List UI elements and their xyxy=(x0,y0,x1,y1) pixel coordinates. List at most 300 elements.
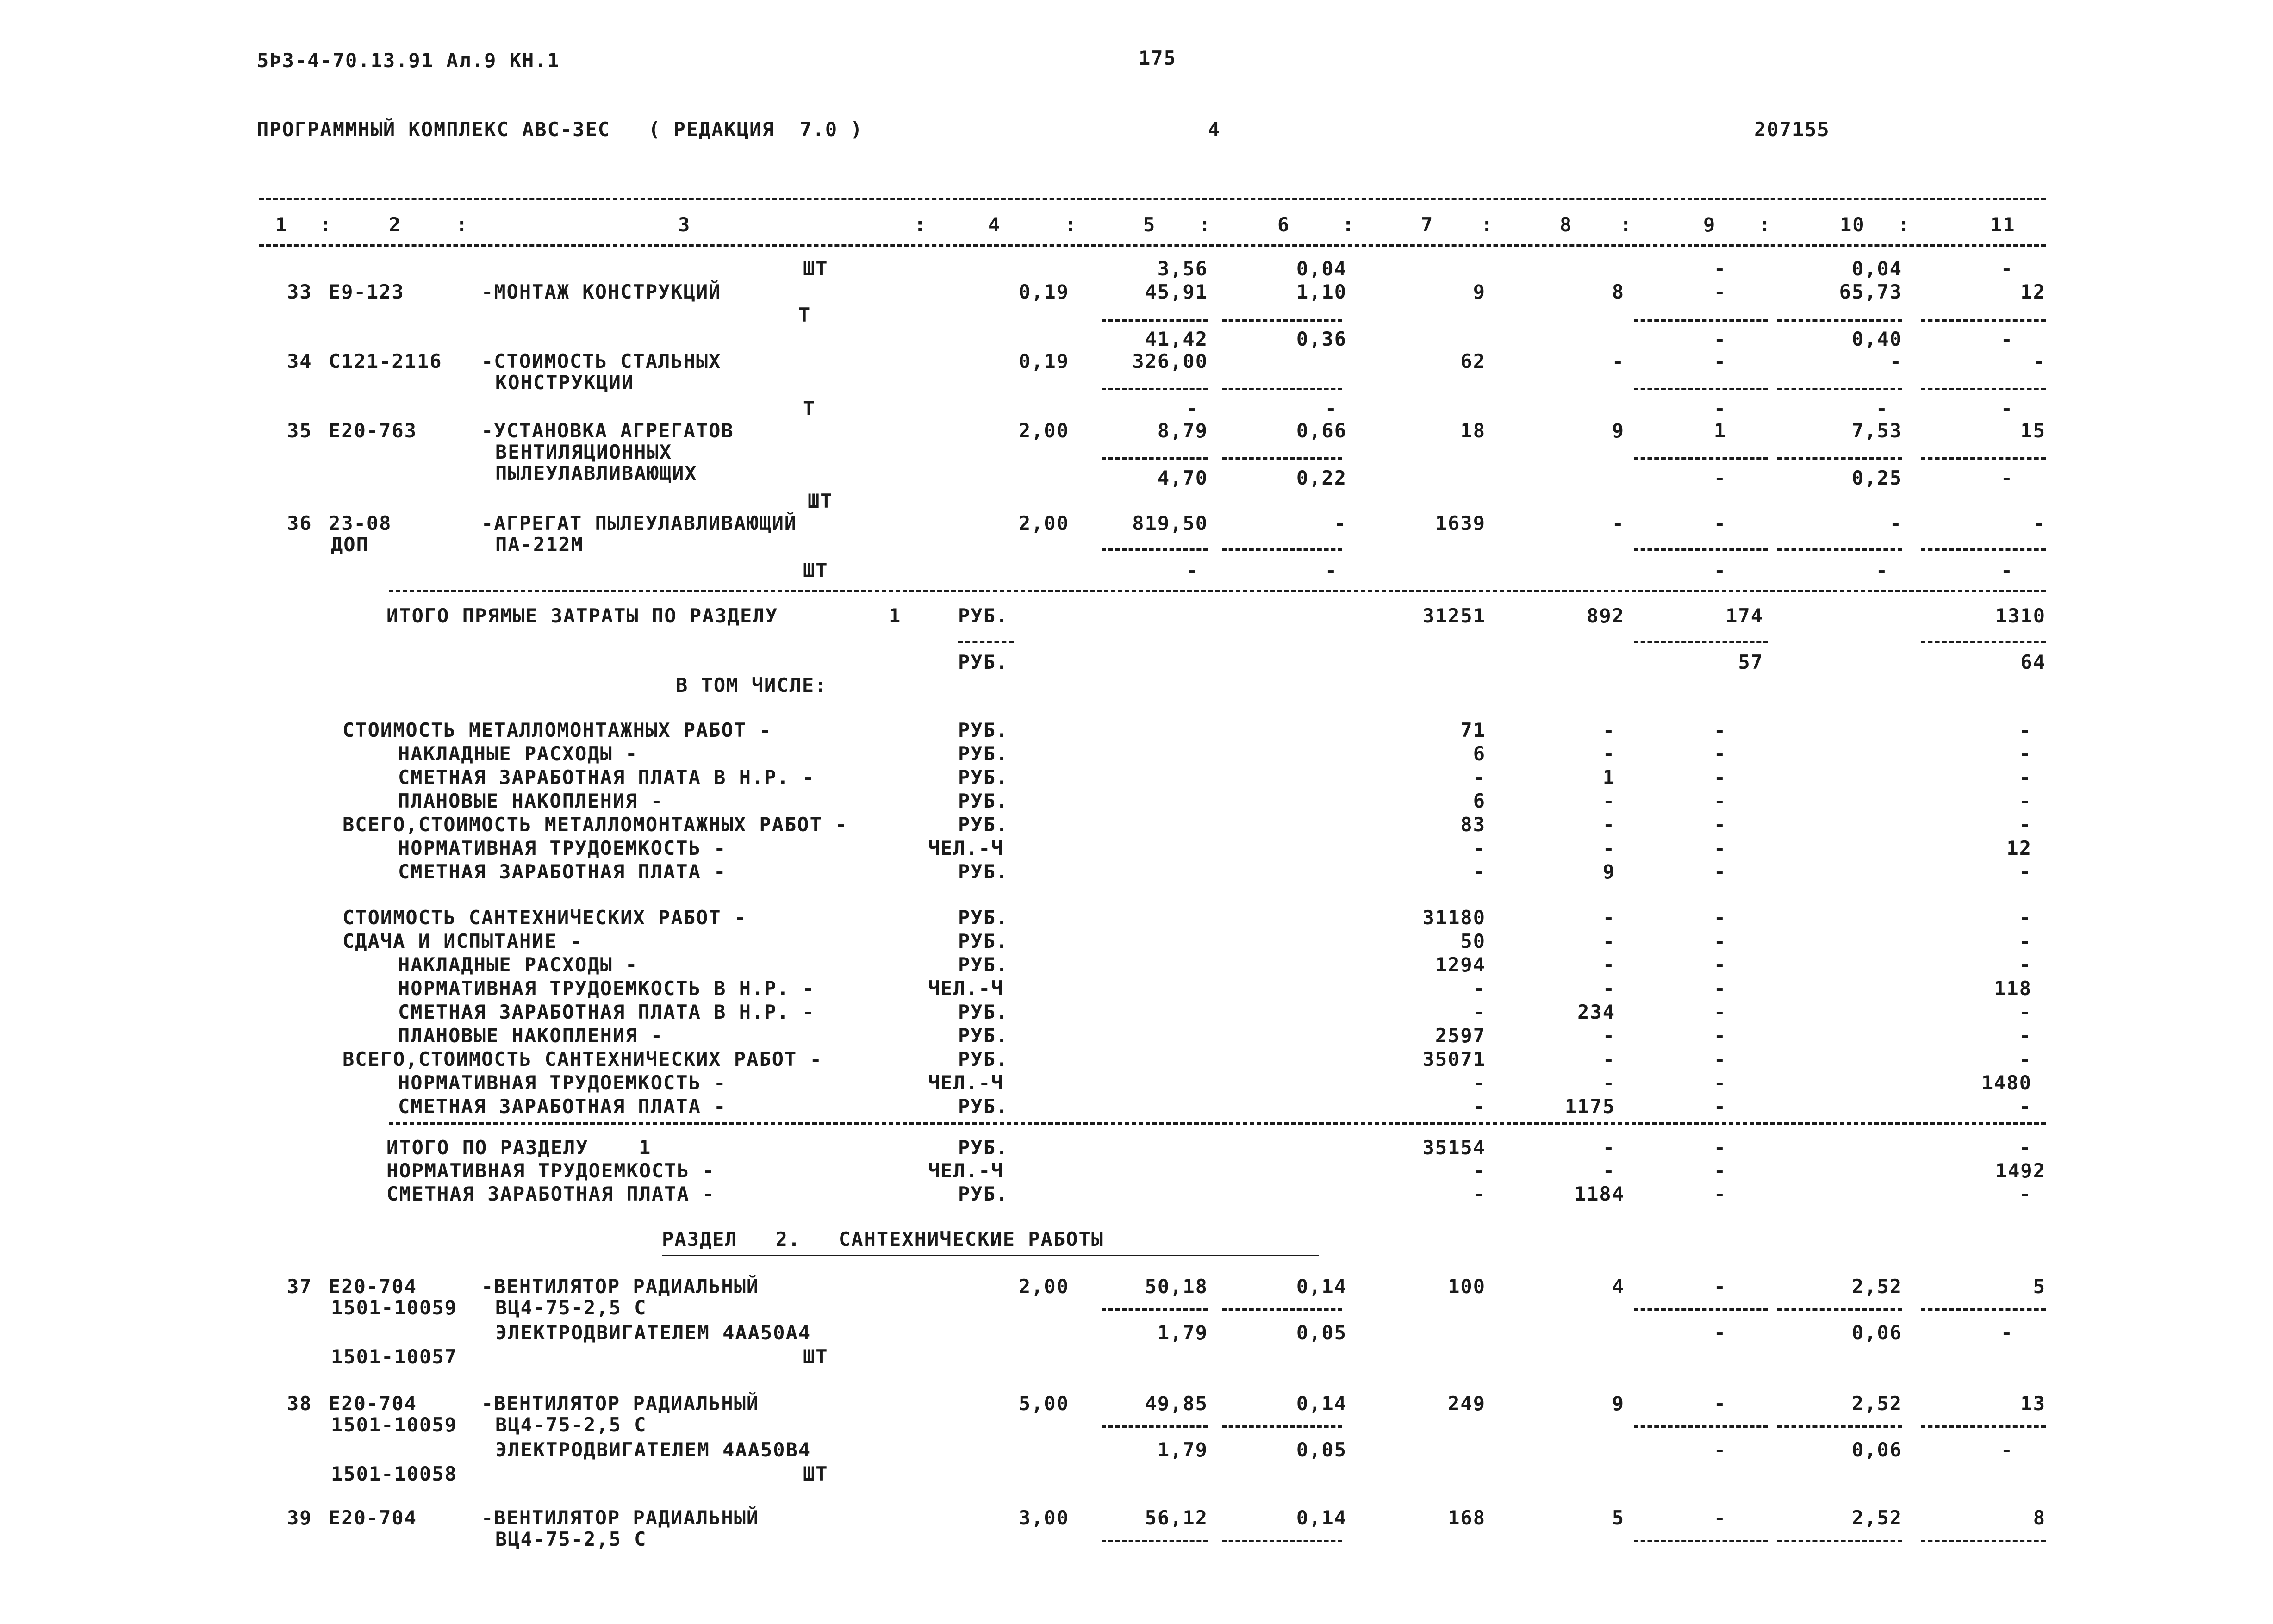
row-name: -ВЕНТИЛЯТОР РАДИАЛЬНЫЙ xyxy=(481,1506,760,1529)
cell-col9: 174 xyxy=(1725,604,1763,627)
sub-rule xyxy=(1634,319,1768,322)
cell-col8: - xyxy=(1602,953,1615,976)
cell-col10: - xyxy=(1875,397,1888,420)
cell-col8: - xyxy=(1602,1136,1615,1159)
row-number: 37 xyxy=(287,1275,312,1298)
section-rule xyxy=(389,590,2046,592)
unit: Т xyxy=(798,304,811,326)
cell-col4: 3,00 xyxy=(1018,1506,1069,1529)
cell-col9: - xyxy=(1713,1071,1726,1094)
cell-col10: 2,52 xyxy=(1851,1275,1902,1298)
summary-label: СТОИМОСТЬ САНТЕХНИЧЕСКИХ РАБОТ - xyxy=(343,906,747,929)
row-name: ВЦ4-75-2,5 С xyxy=(495,1528,647,1550)
cell-col11: 12 xyxy=(2020,280,2046,303)
column-separator: : xyxy=(1342,213,1355,236)
cell-col11: - xyxy=(2033,512,2046,535)
cell-col11: 13 xyxy=(2020,1392,2046,1415)
unit: ШТ xyxy=(803,559,828,582)
cell-col6: 0,22 xyxy=(1296,467,1347,489)
unit: ШТ xyxy=(803,257,828,280)
cell-col5: 4,70 xyxy=(1157,467,1208,489)
unit: РУБ. xyxy=(958,1048,1009,1070)
cell-col7: - xyxy=(1473,1095,1486,1118)
unit: РУБ. xyxy=(958,742,1009,765)
cell-col11: 12 xyxy=(2006,837,2032,859)
unit: ШТ xyxy=(808,490,833,512)
row-number: 34 xyxy=(287,350,312,373)
cell-col9: - xyxy=(1713,328,1726,350)
unit: РУБ. xyxy=(958,953,1009,976)
cell-col11: - xyxy=(2019,813,2032,836)
cell-col8: 9 xyxy=(1602,860,1615,883)
cell-col9: - xyxy=(1713,930,1726,952)
cell-col7: - xyxy=(1473,1182,1486,1205)
cell-col11: - xyxy=(2019,930,2032,952)
sub-rule xyxy=(1102,548,1208,551)
unit: РУБ. xyxy=(958,813,1009,836)
sub-rule xyxy=(1222,1308,1342,1311)
sub-rule xyxy=(1634,1308,1768,1311)
cell-col11: 118 xyxy=(1994,977,2032,1000)
row-number: 33 xyxy=(287,280,312,303)
cell-col8: - xyxy=(1602,742,1615,765)
cell-col8: - xyxy=(1612,512,1625,535)
cell-col9: - xyxy=(1713,559,1726,582)
cell-col9: 57 xyxy=(1738,651,1763,673)
sub-rule xyxy=(1634,388,1768,390)
cell-col7: 18 xyxy=(1460,419,1486,442)
cell-col6: - xyxy=(1325,559,1338,582)
cell-col10: 0,06 xyxy=(1851,1438,1902,1461)
cell-col11: - xyxy=(2033,350,2046,373)
sub-rule xyxy=(1102,1425,1208,1428)
row-code: Е20-704 xyxy=(329,1275,417,1298)
unit: РУБ. xyxy=(958,906,1009,929)
cell-col11: - xyxy=(2000,559,2013,582)
column-header-10: 10 xyxy=(1840,213,1865,236)
column-separator: : xyxy=(1620,213,1633,236)
summary-label: СДАЧА И ИСПЫТАНИЕ - xyxy=(343,930,583,952)
section-title-rule xyxy=(662,1255,1319,1260)
column-separator: : xyxy=(1898,213,1911,236)
unit: РУБ. xyxy=(958,1024,1009,1047)
unit: РУБ. xyxy=(958,651,1009,673)
cell-col11: 5 xyxy=(2033,1275,2046,1298)
cell-col9: - xyxy=(1713,719,1726,741)
sub-rule xyxy=(1634,641,1768,643)
cell-col5: 1,79 xyxy=(1157,1321,1208,1344)
cell-col11: 1492 xyxy=(1995,1159,2046,1182)
cell-col6: 0,04 xyxy=(1296,257,1347,280)
sub-rule xyxy=(1921,457,2046,460)
sub-rule xyxy=(1921,1540,2046,1542)
cell-col8: 1 xyxy=(1602,766,1615,789)
cell-col8: 892 xyxy=(1587,604,1625,627)
summary-label: ВСЕГО,СТОИМОСТЬ САНТЕХНИЧЕСКИХ РАБОТ - xyxy=(343,1048,822,1070)
including-heading: В ТОМ ЧИСЛЕ: xyxy=(676,674,828,697)
cell-col10: 0,40 xyxy=(1851,328,1902,350)
cell-col7: - xyxy=(1473,977,1486,1000)
cell-col7: 168 xyxy=(1448,1506,1486,1529)
cell-col7: 50 xyxy=(1460,930,1486,952)
section-rule xyxy=(389,1122,2046,1125)
cell-col6: - xyxy=(1325,397,1338,420)
sub-rule xyxy=(1777,319,1902,322)
cell-col7: - xyxy=(1473,1159,1486,1182)
column-header-2: 2 xyxy=(389,213,402,236)
cell-col10: 0,04 xyxy=(1851,257,1902,280)
cell-col7: - xyxy=(1473,766,1486,789)
sub-rule xyxy=(1777,548,1902,551)
cell-col6: 0,05 xyxy=(1296,1438,1347,1461)
row-code: 1501-10058 xyxy=(331,1462,457,1485)
row-code: 23-08 xyxy=(329,512,392,535)
column-separator: : xyxy=(914,213,927,236)
cell-col7: 1294 xyxy=(1435,953,1486,976)
cell-col11: - xyxy=(2019,1182,2032,1205)
cell-col9: - xyxy=(1713,1438,1726,1461)
cell-col7: 6 xyxy=(1473,790,1486,812)
cell-col9: - xyxy=(1713,1048,1726,1070)
row-code: 1501-10059 xyxy=(331,1296,457,1319)
sub-rule xyxy=(1102,319,1208,322)
cell-col8: - xyxy=(1602,719,1615,741)
column-separator: : xyxy=(456,213,469,236)
cell-col9: - xyxy=(1713,397,1726,420)
cell-col11: - xyxy=(2019,1048,2032,1070)
page-number: 175 xyxy=(1139,47,1177,69)
unit: РУБ. xyxy=(958,860,1009,883)
summary-label: НОРМАТИВНАЯ ТРУДОЕМКОСТЬ В Н.Р. - xyxy=(398,977,815,1000)
cell-col11: - xyxy=(2000,1438,2013,1461)
sub-rule xyxy=(1921,548,2046,551)
unit: ЧЕЛ.-Ч xyxy=(928,1071,1004,1094)
row-name: -СТОИМОСТЬ СТАЛЬНЫХ xyxy=(481,350,722,373)
cell-col9: 1 xyxy=(1713,419,1726,442)
summary-label: НАКЛАДНЫЕ РАСХОДЫ - xyxy=(398,742,638,765)
cell-col8: 8 xyxy=(1612,280,1625,303)
section-total-label: НОРМАТИВНАЯ ТРУДОЕМКОСТЬ - xyxy=(386,1159,715,1182)
cell-col5: 45,91 xyxy=(1145,280,1208,303)
summary-label: ПЛАНОВЫЕ НАКОПЛЕНИЯ - xyxy=(398,790,664,812)
cell-col9: - xyxy=(1713,860,1726,883)
document-code: 207155 xyxy=(1754,118,1830,141)
row-name: -АГРЕГАТ ПЫЛЕУЛАВЛИВАЮЩИЙ xyxy=(481,512,797,535)
cell-col9: - xyxy=(1713,766,1726,789)
cell-col5: 326,00 xyxy=(1132,350,1208,373)
cell-col8: - xyxy=(1602,906,1615,929)
cell-col11: - xyxy=(2019,1024,2032,1047)
row-name: ЭЛЕКТРОДВИГАТЕЛЕМ 4АА50В4 xyxy=(495,1438,811,1461)
sub-rule xyxy=(1634,1540,1768,1542)
row-code: ДОП xyxy=(331,533,369,556)
cell-col7: - xyxy=(1473,1071,1486,1094)
column-header-4: 4 xyxy=(988,213,1001,236)
summary-label: ВСЕГО,СТОИМОСТЬ МЕТАЛЛОМОНТАЖНЫХ РАБОТ - xyxy=(343,813,848,836)
cell-col8: - xyxy=(1602,1071,1615,1094)
column-separator: : xyxy=(1199,213,1212,236)
section-2-title: РАЗДЕЛ 2. САНТЕХНИЧЕСКИЕ РАБОТЫ xyxy=(662,1228,1104,1251)
cell-col8: - xyxy=(1602,790,1615,812)
summary-label: СМЕТНАЯ ЗАРАБОТНАЯ ПЛАТА В Н.Р. - xyxy=(398,766,815,789)
cell-col11: - xyxy=(2019,1095,2032,1118)
sub-rule xyxy=(1222,1425,1342,1428)
sub-rule xyxy=(1102,388,1208,390)
cell-col8: - xyxy=(1602,1024,1615,1047)
cell-col10: - xyxy=(1889,512,1902,535)
cell-col5: 56,12 xyxy=(1145,1506,1208,1529)
row-number: 38 xyxy=(287,1392,312,1415)
cell-col9: - xyxy=(1713,257,1726,280)
cell-col8: - xyxy=(1612,350,1625,373)
unit: Т xyxy=(803,397,816,420)
row-name: -УСТАНОВКА АГРЕГАТОВ xyxy=(481,419,734,442)
unit: РУБ. xyxy=(958,1136,1009,1159)
section-total-label: ИТОГО ПО РАЗДЕЛУ xyxy=(386,1136,589,1159)
cell-col5: 49,85 xyxy=(1145,1392,1208,1415)
cell-col8: 9 xyxy=(1612,1392,1625,1415)
cell-col6: 0,36 xyxy=(1296,328,1347,350)
header-rule-bottom xyxy=(259,244,2046,247)
column-separator: : xyxy=(1481,213,1494,236)
cell-col9: - xyxy=(1713,350,1726,373)
column-separator: : xyxy=(1065,213,1077,236)
unit: ШТ xyxy=(803,1345,828,1368)
cell-col9: - xyxy=(1713,280,1726,303)
cell-col8: 4 xyxy=(1612,1275,1625,1298)
cell-col9: - xyxy=(1713,790,1726,812)
unit: РУБ. xyxy=(958,790,1009,812)
cell-col10: 0,25 xyxy=(1851,467,1902,489)
row-code: 1501-10057 xyxy=(331,1345,457,1368)
cell-col11: 15 xyxy=(2020,419,2046,442)
cell-col11: - xyxy=(2019,766,2032,789)
cell-col9: - xyxy=(1713,977,1726,1000)
cell-col9: - xyxy=(1713,1321,1726,1344)
row-name: ВЦ4-75-2,5 С xyxy=(495,1296,647,1319)
cell-col11: 1480 xyxy=(1981,1071,2032,1094)
cell-col7: 35071 xyxy=(1422,1048,1486,1070)
cell-col7: 35154 xyxy=(1422,1136,1486,1159)
unit: ШТ xyxy=(803,1462,828,1485)
column-header-11: 11 xyxy=(1990,213,2016,236)
unit: РУБ. xyxy=(958,1001,1009,1023)
cell-col8: - xyxy=(1602,1159,1615,1182)
cell-col6: 1,10 xyxy=(1296,280,1347,303)
sub-rule xyxy=(1921,319,2046,322)
cell-col6: 0,05 xyxy=(1296,1321,1347,1344)
column-header-8: 8 xyxy=(1560,213,1573,236)
cell-col7: 6 xyxy=(1473,742,1486,765)
sub-rule xyxy=(1921,388,2046,390)
cell-col11: - xyxy=(2019,790,2032,812)
row-name: ЭЛЕКТРОДВИГАТЕЛЕМ 4АА50А4 xyxy=(495,1321,811,1344)
column-header-1: 1 xyxy=(275,213,288,236)
sub-rule xyxy=(1222,388,1342,390)
cell-col11: - xyxy=(2000,257,2013,280)
row-name: ВЦ4-75-2,5 С xyxy=(495,1413,647,1436)
column-header-5: 5 xyxy=(1143,213,1156,236)
cell-col9: - xyxy=(1713,1275,1726,1298)
cell-col7: 1639 xyxy=(1435,512,1486,535)
row-number: 35 xyxy=(287,419,312,442)
totals-direct-label: ИТОГО ПРЯМЫЕ ЗАТРАТЫ ПО РАЗДЕЛУ xyxy=(386,604,778,627)
sub-rule xyxy=(1634,457,1768,460)
row-code: Е9-123 xyxy=(329,280,405,303)
cell-col11: - xyxy=(2000,467,2013,489)
cell-col11: - xyxy=(2019,953,2032,976)
header-rule-top xyxy=(259,198,2046,200)
cell-col11: - xyxy=(2019,1136,2032,1159)
cell-col8: - xyxy=(1602,837,1615,859)
summary-label: ПЛАНОВЫЕ НАКОПЛЕНИЯ - xyxy=(398,1024,664,1047)
cell-col10: 0,06 xyxy=(1851,1321,1902,1344)
cell-col4: 2,00 xyxy=(1018,419,1069,442)
sub-rule xyxy=(1777,457,1902,460)
unit: РУБ. xyxy=(958,1095,1009,1118)
row-name: ПА-212М xyxy=(495,533,584,556)
cell-col4: 2,00 xyxy=(1018,512,1069,535)
cell-col9: - xyxy=(1713,1392,1726,1415)
cell-col7: 71 xyxy=(1460,719,1486,741)
cell-col9: - xyxy=(1713,1159,1726,1182)
totals-section-number: 1 xyxy=(889,604,902,627)
cell-col9: - xyxy=(1713,467,1726,489)
cell-col9: - xyxy=(1713,813,1726,836)
cell-col8: - xyxy=(1602,977,1615,1000)
cell-col9: - xyxy=(1713,837,1726,859)
sheet-number: 4 xyxy=(1208,118,1221,141)
row-code: Е20-704 xyxy=(329,1392,417,1415)
cell-col5: - xyxy=(1186,559,1199,582)
cell-col6: 0,14 xyxy=(1296,1506,1347,1529)
row-code: Е20-704 xyxy=(329,1506,417,1529)
cell-col11: - xyxy=(2019,1001,2032,1023)
cell-col4: 0,19 xyxy=(1018,280,1069,303)
cell-col11: 1310 xyxy=(1995,604,2046,627)
cell-col9: - xyxy=(1713,1506,1726,1529)
cell-col4: 0,19 xyxy=(1018,350,1069,373)
cell-col7: 249 xyxy=(1448,1392,1486,1415)
cell-col7: 31180 xyxy=(1422,906,1486,929)
cell-col9: - xyxy=(1713,953,1726,976)
row-number: 39 xyxy=(287,1506,312,1529)
unit: РУБ. xyxy=(958,930,1009,952)
cell-col10: 7,53 xyxy=(1851,419,1902,442)
cell-col10: - xyxy=(1889,350,1902,373)
cell-col9: - xyxy=(1713,1095,1726,1118)
unit-rule xyxy=(958,641,1014,643)
sub-rule xyxy=(1777,388,1902,390)
doc-reference: 5ÞЗ-4-70.13.91 Ал.9 КН.1 xyxy=(257,49,560,72)
cell-col10: 65,73 xyxy=(1839,280,1902,303)
cell-col11: - xyxy=(2019,906,2032,929)
cell-col11: - xyxy=(2000,397,2013,420)
unit: РУБ. xyxy=(958,604,1009,627)
cell-col5: 819,50 xyxy=(1132,512,1208,535)
row-name: КОНСТРУКЦИИ xyxy=(495,371,635,394)
summary-label: НОРМАТИВНАЯ ТРУДОЕМКОСТЬ - xyxy=(398,1071,727,1094)
cell-col7: 83 xyxy=(1460,813,1486,836)
cell-col6: - xyxy=(1334,512,1347,535)
summary-label: СМЕТНАЯ ЗАРАБОТНАЯ ПЛАТА - xyxy=(398,1095,727,1118)
sub-rule xyxy=(1222,457,1342,460)
cell-col11: - xyxy=(2019,742,2032,765)
row-name: ПЫЛЕУЛАВЛИВАЮЩИХ xyxy=(495,462,697,485)
cell-col8: - xyxy=(1602,1048,1615,1070)
unit: РУБ. xyxy=(958,719,1009,741)
cell-col7: 2597 xyxy=(1435,1024,1486,1047)
column-header-3: 3 xyxy=(678,213,691,236)
sub-rule xyxy=(1222,319,1342,322)
cell-col7: - xyxy=(1473,837,1486,859)
column-header-6: 6 xyxy=(1277,213,1290,236)
sub-rule xyxy=(1222,1540,1342,1542)
cell-col8: - xyxy=(1602,813,1615,836)
row-code: Е20-763 xyxy=(329,419,417,442)
section-total-label: СМЕТНАЯ ЗАРАБОТНАЯ ПЛАТА - xyxy=(386,1182,715,1205)
cell-col9: - xyxy=(1713,1024,1726,1047)
row-name: -ВЕНТИЛЯТОР РАДИАЛЬНЫЙ xyxy=(481,1275,760,1298)
row-code: 1501-10059 xyxy=(331,1413,457,1436)
sub-rule xyxy=(1777,1425,1902,1428)
cell-col8: 9 xyxy=(1612,419,1625,442)
sub-rule xyxy=(1921,1308,2046,1311)
row-name: ВЕНТИЛЯЦИОННЫХ xyxy=(495,441,673,463)
column-header-9: 9 xyxy=(1703,213,1716,236)
sub-rule xyxy=(1777,1540,1902,1542)
cell-col6: 0,66 xyxy=(1296,419,1347,442)
summary-label: СМЕТНАЯ ЗАРАБОТНАЯ ПЛАТА - xyxy=(398,860,727,883)
section-number: 1 xyxy=(639,1136,652,1159)
cell-col5: - xyxy=(1186,397,1199,420)
unit: ЧЕЛ.-Ч xyxy=(928,977,1004,1000)
unit: РУБ. xyxy=(958,1182,1009,1205)
cell-col4: 5,00 xyxy=(1018,1392,1069,1415)
sub-rule xyxy=(1921,641,2046,643)
sub-rule xyxy=(1222,548,1342,551)
unit: ЧЕЛ.-Ч xyxy=(928,837,1004,859)
cell-col10: 2,52 xyxy=(1851,1392,1902,1415)
cell-col9: - xyxy=(1713,1001,1726,1023)
sub-rule xyxy=(1777,1308,1902,1311)
cell-col7: 31251 xyxy=(1422,604,1486,627)
cell-col8: - xyxy=(1602,930,1615,952)
sub-rule xyxy=(1634,1425,1768,1428)
sub-rule xyxy=(1102,1540,1208,1542)
cell-col11: 8 xyxy=(2033,1506,2046,1529)
cell-col6: 0,14 xyxy=(1296,1275,1347,1298)
column-header-7: 7 xyxy=(1421,213,1434,236)
sub-rule xyxy=(1921,1425,2046,1428)
sub-rule xyxy=(1634,548,1768,551)
cell-col11: - xyxy=(2000,1321,2013,1344)
cell-col7: - xyxy=(1473,1001,1486,1023)
row-name: -МОНТАЖ КОНСТРУКЦИЙ xyxy=(481,280,722,303)
cell-col8: 5 xyxy=(1612,1506,1625,1529)
cell-col7: 100 xyxy=(1448,1275,1486,1298)
cell-col5: 1,79 xyxy=(1157,1438,1208,1461)
cell-col4: 2,00 xyxy=(1018,1275,1069,1298)
unit: ЧЕЛ.-Ч xyxy=(928,1159,1004,1182)
unit: РУБ. xyxy=(958,766,1009,789)
cell-col7: 62 xyxy=(1460,350,1486,373)
cell-col5: 50,18 xyxy=(1145,1275,1208,1298)
row-name: -ВЕНТИЛЯТОР РАДИАЛЬНЫЙ xyxy=(481,1392,760,1415)
program-line: ПРОГРАММНЫЙ КОМПЛЕКС АВС-ЗЕС ( РЕДАКЦИЯ 7.0 ) xyxy=(257,118,863,141)
cell-col9: - xyxy=(1713,1182,1726,1205)
cell-col8: 1175 xyxy=(1564,1095,1615,1118)
